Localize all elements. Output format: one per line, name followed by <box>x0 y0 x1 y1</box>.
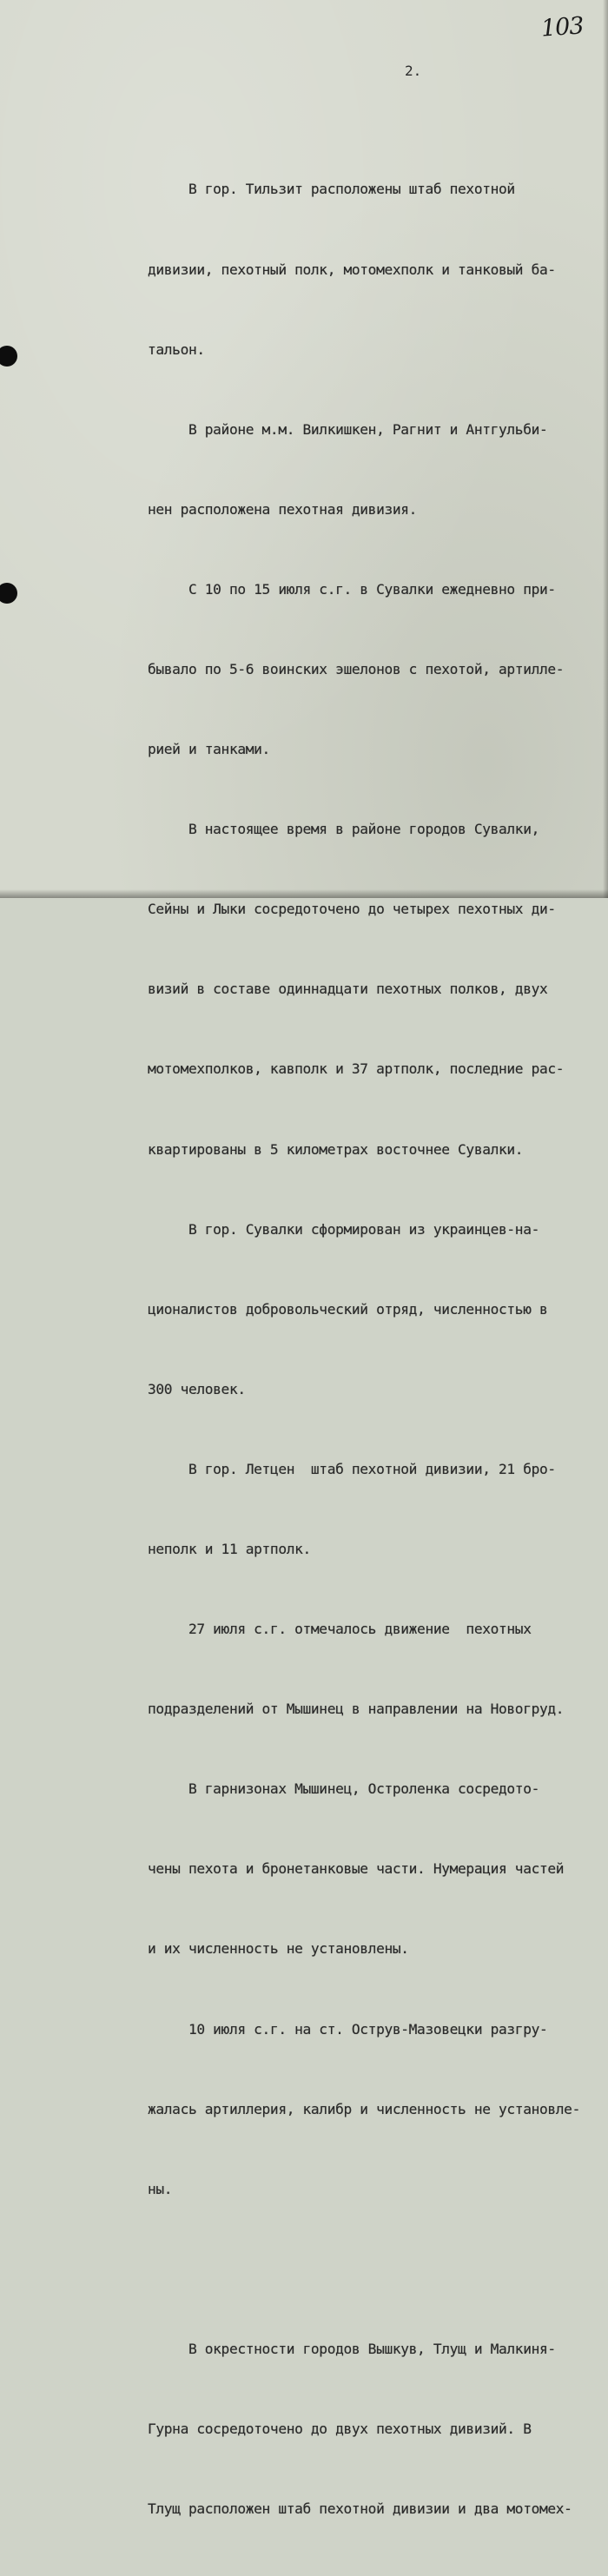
blank-line <box>148 2256 599 2283</box>
text-line: ционалистов добровольческий отряд, численностью в <box>148 1300 548 1318</box>
text-line: Сейны и Лыки сосредоточено до четырех пехотных ди- <box>148 901 556 918</box>
text-line: рией и танками. <box>148 741 270 758</box>
text-line: Гурна сосредоточено до двух пехотных дивизий. В <box>148 2421 532 2438</box>
punch-hole-bottom <box>0 583 17 604</box>
text-line: визий в составе одиннадцати пехотных полков, двух <box>148 981 548 998</box>
text-line: В настоящее время в районе городов Сувалки, <box>148 821 539 838</box>
text-line: подразделений от Мышинец в направлении на Новогруд. <box>148 1701 565 1718</box>
text-line: неполк и 11 артполк. <box>148 1541 311 1557</box>
text-line: ны. <box>148 2180 173 2197</box>
text-line: тальон. <box>148 340 205 358</box>
text-line: Тлущ расположен штаб пехотной дивизии и два мотомех- <box>148 2500 572 2518</box>
text-line: С 10 по 15 июля с.г. в Сувалки ежедневно при- <box>148 580 556 598</box>
text-line: В гор. Тильзит расположены штаб пехотной <box>148 181 515 198</box>
text-line: В окрестности городов Вышкув, Тлущ и Малкиня- <box>148 2340 556 2357</box>
text-line: мотомехполков, кавполк и 37 артполк, последние рас- <box>148 1060 565 1078</box>
page-number: 2. <box>405 63 422 79</box>
page-edge-shadow <box>603 0 608 898</box>
handwritten-folio-number: 103 <box>540 12 585 43</box>
text-line: бывало по 5-6 воинских эшелонов с пехотой, артилле- <box>148 660 565 677</box>
typewritten-body <box>148 123 599 2576</box>
text-line: нен расположена пехотная дивизия. <box>148 500 418 518</box>
text-line: 10 июля с.г. на ст. Острув-Мазовецки разгру- <box>148 2020 548 2038</box>
text-line: 27 июля с.г. отмечалось движение пехотных <box>148 1621 532 1638</box>
text-line: квартированы в 5 километрах восточнее Сувалки. <box>148 1140 524 1158</box>
text-line: жалась артиллерия, калибр и численность не установле- <box>148 2100 580 2117</box>
text-line: В районе м.м. Вилкишкен, Рагнит и Антгульби- <box>148 420 548 438</box>
text-line: В гарнизонах Мышинец, Остроленка сосредото- <box>148 1780 539 1798</box>
text-line: и их численность не установлены. <box>148 1940 409 1958</box>
text-line: чены пехота и бронетанковые части. Нумерация частей <box>148 1860 565 1878</box>
text-line: В гор. Летцен штаб пехотной дивизии, 21 бро- <box>148 1460 556 1477</box>
text-line: дивизии, пехотный полк, мотомехполк и танковый ба- <box>148 261 556 278</box>
text-line: В гор. Сувалки сформирован из украинцев-на- <box>148 1220 539 1238</box>
punch-hole-top <box>0 346 17 367</box>
text-line: 300 человек. <box>148 1380 246 1397</box>
